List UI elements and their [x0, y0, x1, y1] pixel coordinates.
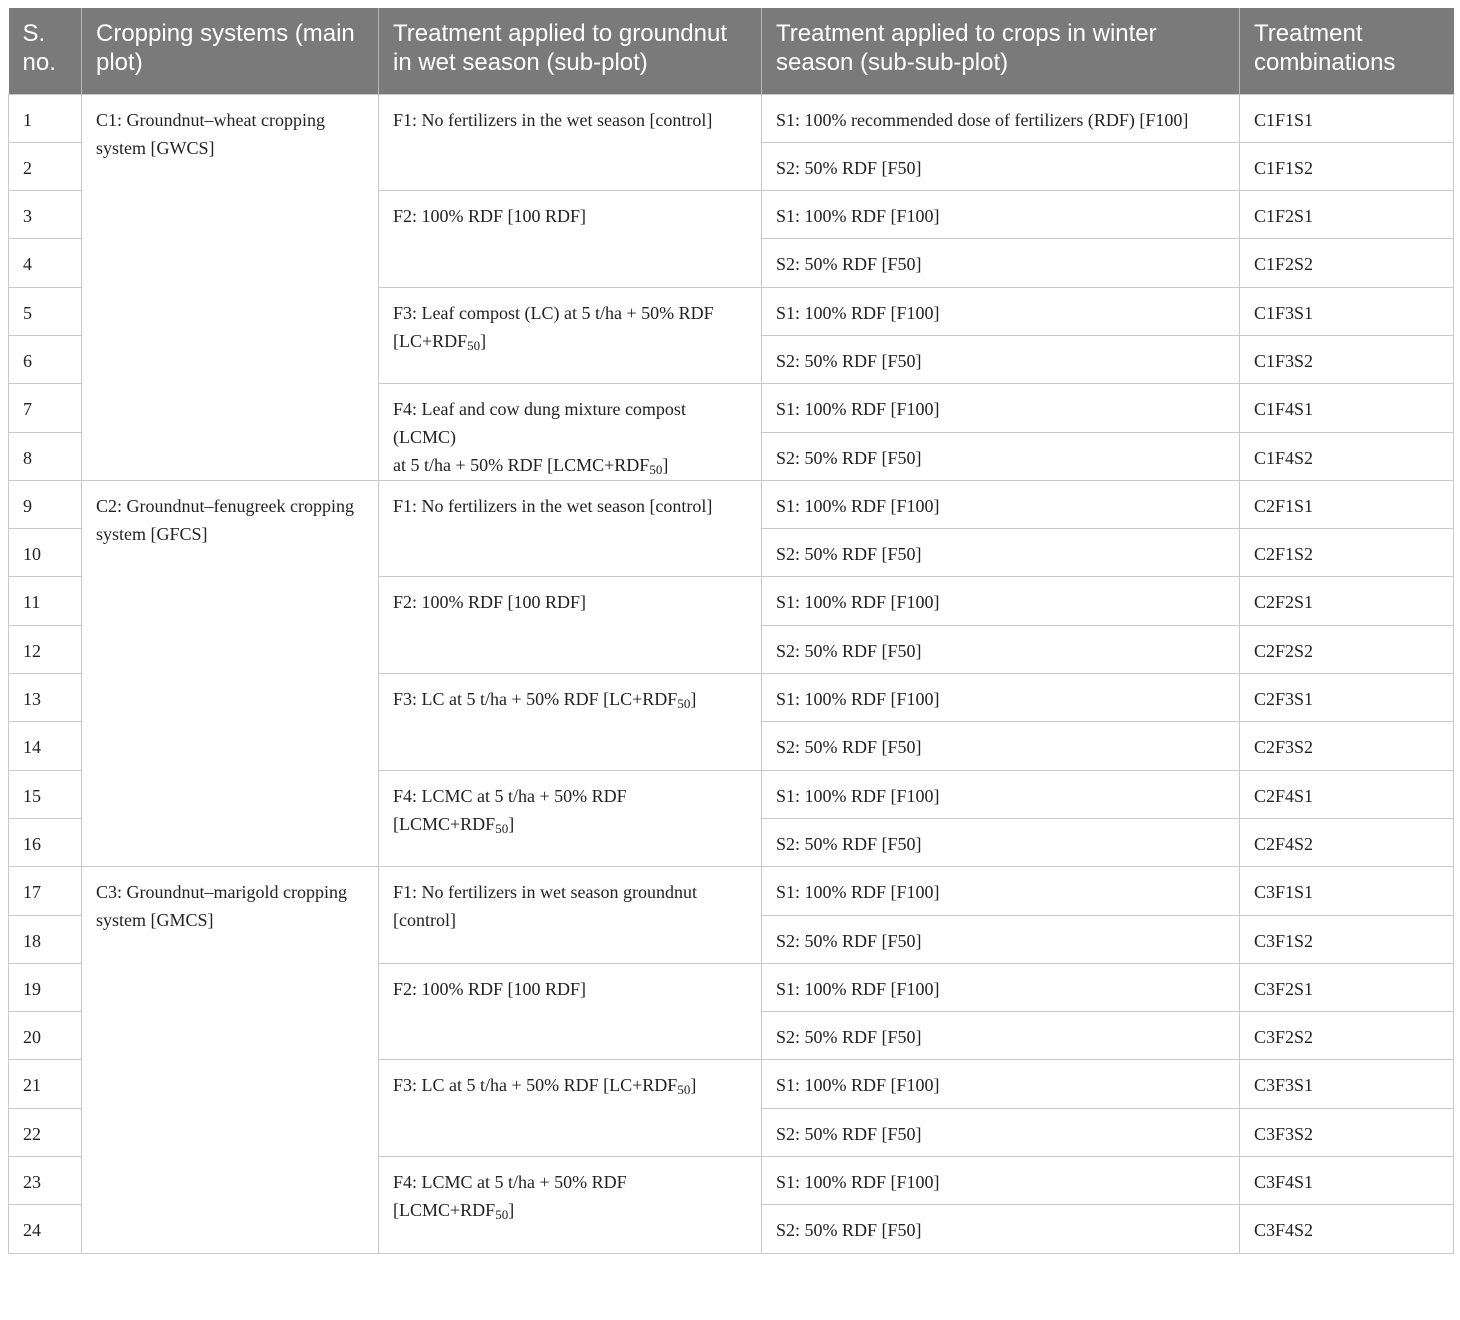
- table-row: [9, 867, 1454, 915]
- cell-treatment-combination: C2F3S2: [1240, 722, 1454, 770]
- cell-winter-treatment: S1: 100% RDF [F100]: [762, 1157, 1240, 1205]
- cell-treatment-combination: C1F3S1: [1240, 287, 1454, 335]
- wet-treatment-text: F2: 100% RDF [100 RDF]: [393, 206, 587, 227]
- cell-cropping-system: C1: Groundnut–wheat cropping system [GWCS]: [82, 94, 379, 480]
- cell-winter-treatment: S1: 100% RDF [F100]: [762, 384, 1240, 432]
- cell-sno: 11: [9, 577, 82, 625]
- cell-wet-treatment: [379, 1060, 762, 1157]
- cell-sno: 2: [9, 142, 82, 190]
- cell-treatment-combination: C3F1S1: [1240, 867, 1454, 915]
- cell-wet-treatment: [379, 770, 762, 867]
- cell-winter-treatment: S1: 100% RDF [F100]: [762, 577, 1240, 625]
- wet-treatment-text: F3: LC at 5 t/ha + 50% RDF [LC+RDF: [393, 689, 678, 710]
- cell-treatment-combination: C2F4S2: [1240, 818, 1454, 866]
- cell-winter-treatment: S1: 100% RDF [F100]: [762, 480, 1240, 528]
- cell-sno: 18: [9, 915, 82, 963]
- cell-winter-treatment: S1: 100% RDF [F100]: [762, 287, 1240, 335]
- cell-sno: 20: [9, 1012, 82, 1060]
- cell-sno: 16: [9, 818, 82, 866]
- header-winter-season-treatment: Treatment applied to crops in winter season (sub-sub-plot): [762, 8, 1240, 94]
- wet-treatment-text: F3: LC at 5 t/ha + 50% RDF [LC+RDF: [393, 1075, 678, 1096]
- cell-treatment-combination: C2F1S1: [1240, 480, 1454, 528]
- cell-winter-treatment: S2: 50% RDF [F50]: [762, 1012, 1240, 1060]
- cell-winter-treatment: S1: 100% RDF [F100]: [762, 1060, 1240, 1108]
- cell-sno: 1: [9, 94, 82, 142]
- wet-treatment-tail: ]: [508, 813, 515, 834]
- cell-winter-treatment: S1: 100% RDF [F100]: [762, 191, 1240, 239]
- wet-treatment-subscript: 50: [677, 1082, 691, 1098]
- wet-treatment-tail: ]: [690, 1075, 697, 1096]
- header-treatment-combinations: Treatment combinations: [1240, 8, 1454, 94]
- cell-winter-treatment: S2: 50% RDF [F50]: [762, 722, 1240, 770]
- cell-sno: 12: [9, 625, 82, 673]
- cell-winter-treatment: S2: 50% RDF [F50]: [762, 1205, 1240, 1253]
- table-row: [9, 480, 1454, 528]
- cell-treatment-combination: C2F4S1: [1240, 770, 1454, 818]
- cell-winter-treatment: S2: 50% RDF [F50]: [762, 625, 1240, 673]
- cell-wet-treatment: [379, 577, 762, 674]
- cell-treatment-combination: C3F4S2: [1240, 1205, 1454, 1253]
- cell-treatment-combination: C3F1S2: [1240, 915, 1454, 963]
- cell-sno: 8: [9, 432, 82, 480]
- wet-treatment-subscript: 50: [677, 696, 691, 712]
- cell-sno: 15: [9, 770, 82, 818]
- wet-treatment-text: F1: No fertilizers in the wet season [control]: [393, 109, 713, 130]
- treatment-table: [8, 8, 1454, 1254]
- cell-wet-treatment: [379, 384, 762, 481]
- cell-winter-treatment: S1: 100% recommended dose of fertilizers (RDF) [F100]: [762, 94, 1240, 142]
- cell-treatment-combination: C1F2S2: [1240, 239, 1454, 287]
- wet-treatment-tail: ]: [690, 689, 697, 710]
- header-wet-season-treatment: Treatment applied to groundnut in wet season (sub-plot): [379, 8, 762, 94]
- cell-sno: 24: [9, 1205, 82, 1253]
- cell-sno: 9: [9, 480, 82, 528]
- cell-treatment-combination: C3F3S1: [1240, 1060, 1454, 1108]
- table-header: [9, 8, 1454, 94]
- wet-treatment-text: F4: LCMC at 5 t/ha + 50% RDF [LCMC+RDF: [393, 1172, 627, 1221]
- table-body: [9, 94, 1454, 1253]
- cell-sno: 21: [9, 1060, 82, 1108]
- cell-sno: 17: [9, 867, 82, 915]
- cell-treatment-combination: C1F1S1: [1240, 94, 1454, 142]
- cell-sno: 22: [9, 1108, 82, 1156]
- cell-wet-treatment: [379, 480, 762, 577]
- wet-treatment-text: F1: No fertilizers in the wet season [control]: [393, 495, 713, 516]
- cell-treatment-combination: C1F4S2: [1240, 432, 1454, 480]
- wet-treatment-text: F3: Leaf compost (LC) at 5 t/ha + 50% RDF [LC+RDF: [393, 302, 714, 351]
- wet-treatment-text: F2: 100% RDF [100 RDF]: [393, 978, 587, 999]
- cell-sno: 4: [9, 239, 82, 287]
- wet-treatment-text: F2: 100% RDF [100 RDF]: [393, 592, 587, 613]
- cell-sno: 7: [9, 384, 82, 432]
- cell-wet-treatment: [379, 191, 762, 288]
- cell-sno: 3: [9, 191, 82, 239]
- cell-wet-treatment: [379, 1157, 762, 1254]
- cell-wet-treatment: [379, 94, 762, 191]
- cell-wet-treatment: [379, 287, 762, 384]
- cell-treatment-combination: C2F2S1: [1240, 577, 1454, 625]
- cell-winter-treatment: S2: 50% RDF [F50]: [762, 335, 1240, 383]
- cell-treatment-combination: C1F3S2: [1240, 335, 1454, 383]
- header-row: [9, 8, 1454, 94]
- cell-treatment-combination: C1F4S1: [1240, 384, 1454, 432]
- cell-winter-treatment: S2: 50% RDF [F50]: [762, 1108, 1240, 1156]
- cell-winter-treatment: S1: 100% RDF [F100]: [762, 867, 1240, 915]
- cell-wet-treatment: [379, 674, 762, 771]
- wet-treatment-text: F1: No fertilizers in wet season groundnut [control]: [393, 882, 697, 931]
- cell-sno: 19: [9, 963, 82, 1011]
- cell-winter-treatment: S2: 50% RDF [F50]: [762, 432, 1240, 480]
- wet-treatment-subscript: 50: [649, 462, 663, 478]
- wet-treatment-subscript: 50: [467, 337, 481, 353]
- cell-sno: 13: [9, 674, 82, 722]
- cell-sno: 5: [9, 287, 82, 335]
- cell-treatment-combination: C2F2S2: [1240, 625, 1454, 673]
- wet-treatment-subscript: 50: [495, 1207, 509, 1223]
- cell-treatment-combination: C3F3S2: [1240, 1108, 1454, 1156]
- cell-winter-treatment: S2: 50% RDF [F50]: [762, 239, 1240, 287]
- cell-sno: 14: [9, 722, 82, 770]
- wet-treatment-tail: ]: [508, 1200, 515, 1221]
- cell-sno: 23: [9, 1157, 82, 1205]
- cell-treatment-combination: C3F4S1: [1240, 1157, 1454, 1205]
- cell-winter-treatment: S1: 100% RDF [F100]: [762, 674, 1240, 722]
- table-row: [9, 94, 1454, 142]
- cell-wet-treatment: [379, 867, 762, 964]
- cell-winter-treatment: S2: 50% RDF [F50]: [762, 915, 1240, 963]
- cell-treatment-combination: C1F1S2: [1240, 142, 1454, 190]
- wet-treatment-text: F4: LCMC at 5 t/ha + 50% RDF [LCMC+RDF: [393, 785, 627, 834]
- cell-winter-treatment: S1: 100% RDF [F100]: [762, 770, 1240, 818]
- header-cropping-systems: Cropping systems (main plot): [82, 8, 379, 94]
- cell-winter-treatment: S2: 50% RDF [F50]: [762, 818, 1240, 866]
- cell-sno: 10: [9, 529, 82, 577]
- cell-winter-treatment: S2: 50% RDF [F50]: [762, 142, 1240, 190]
- cell-treatment-combination: C3F2S1: [1240, 963, 1454, 1011]
- cell-treatment-combination: C1F2S1: [1240, 191, 1454, 239]
- wet-treatment-tail: ]: [480, 330, 487, 351]
- cell-cropping-system: C3: Groundnut–marigold cropping system [GMCS]: [82, 867, 379, 1253]
- cell-wet-treatment: [379, 963, 762, 1060]
- cell-treatment-combination: C3F2S2: [1240, 1012, 1454, 1060]
- cell-winter-treatment: S1: 100% RDF [F100]: [762, 963, 1240, 1011]
- wet-treatment-text: F4: Leaf and cow dung mixture compost (LCMC) at 5 t/ha + 50% RDF [LCMC+RDF: [393, 399, 686, 476]
- cell-sno: 6: [9, 335, 82, 383]
- wet-treatment-tail: ]: [662, 455, 669, 476]
- cell-winter-treatment: S2: 50% RDF [F50]: [762, 529, 1240, 577]
- header-sno: S. no.: [9, 8, 82, 94]
- cell-treatment-combination: C2F1S2: [1240, 529, 1454, 577]
- cell-treatment-combination: C2F3S1: [1240, 674, 1454, 722]
- wet-treatment-subscript: 50: [495, 820, 509, 836]
- cell-cropping-system: C2: Groundnut–fenugreek cropping system [GFCS]: [82, 480, 379, 866]
